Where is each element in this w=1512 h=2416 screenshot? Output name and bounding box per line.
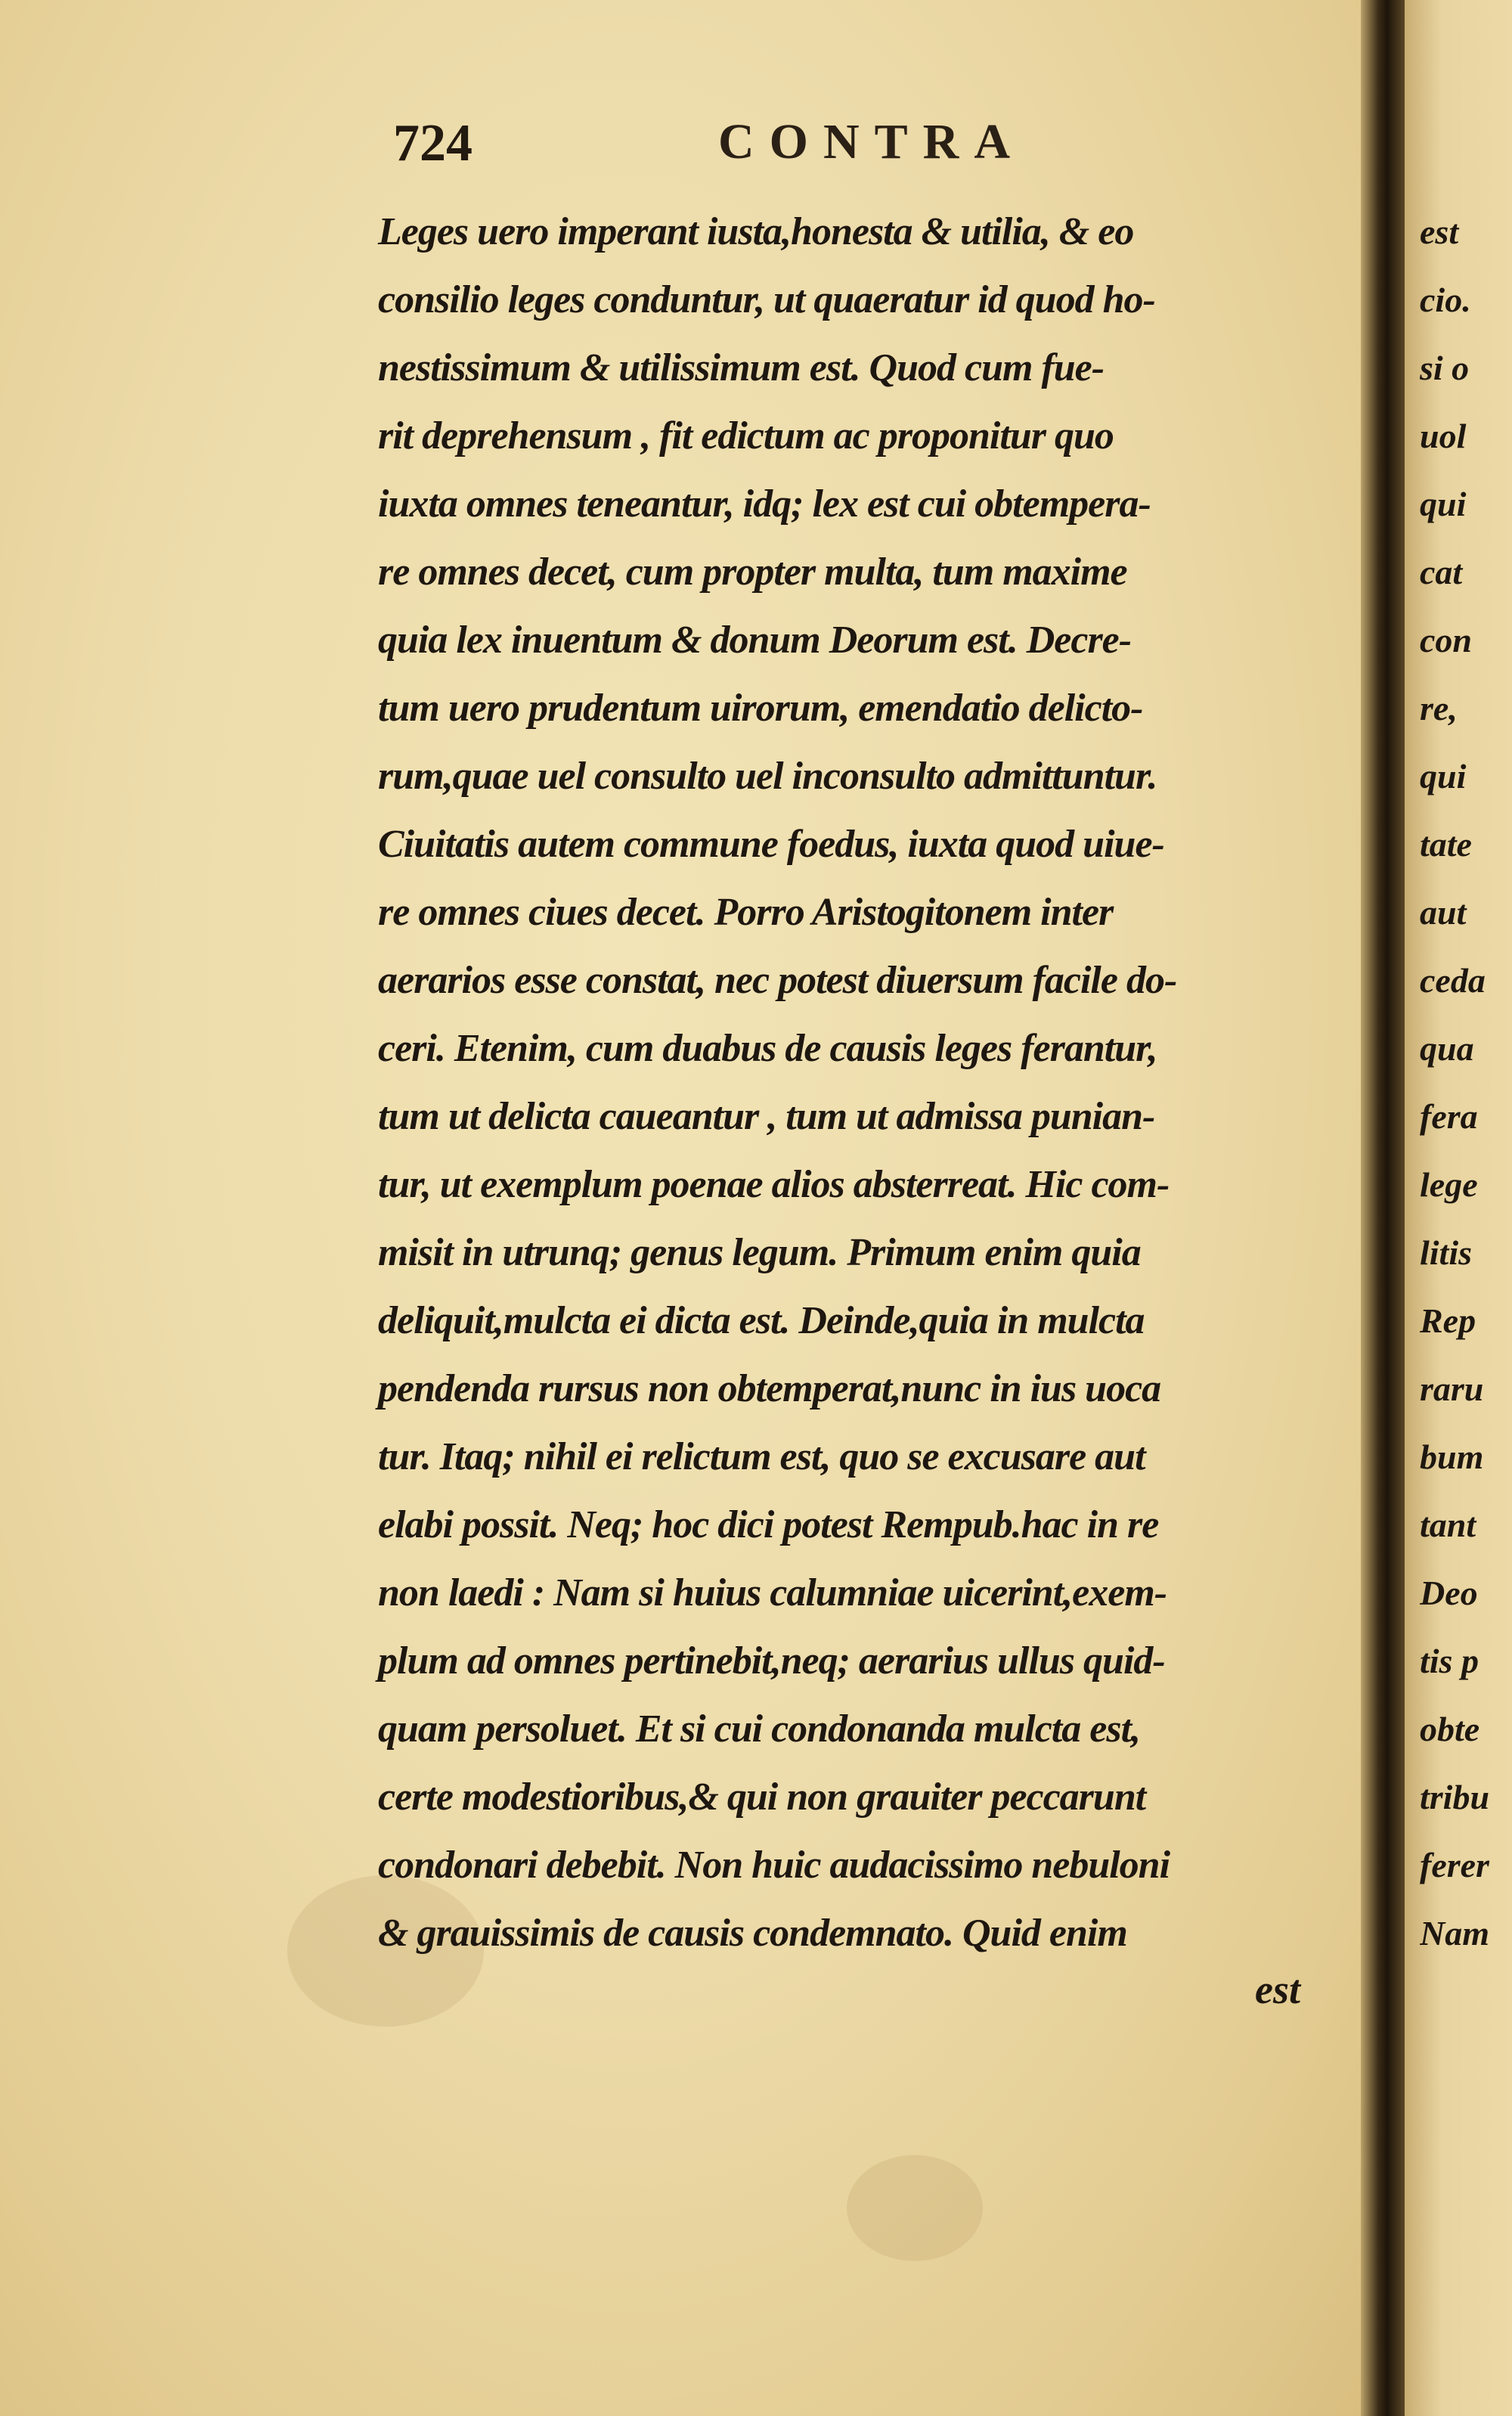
facing-line-fragment: cio. [1420,281,1471,319]
main-text-block [378,198,1331,1968]
text-line: tum uero prudentum uirorum, emendatio delicto- [378,687,1143,730]
facing-line-fragment: Nam [1420,1914,1489,1952]
catchword: est [1255,1967,1300,2012]
text-line: certe modestioribus,& qui non grauiter peccarunt [378,1776,1146,1819]
text-line: quam persoluet. Et si cui condonanda mulcta est, [378,1707,1141,1751]
facing-line-fragment: ferer [1420,1846,1489,1884]
facing-line-fragment: re, [1420,689,1458,727]
page-number: 724 [393,114,472,172]
text-line: elabi possit. Neq; hoc dici potest Rempub.hac in re [378,1503,1159,1546]
text-line: iuxta omnes teneantur, idq; lex est cui obtempera- [378,482,1151,526]
text-line: condonari debebit. Non huic audacissimo nebuloni [378,1844,1170,1887]
page-header [393,113,1300,174]
facing-line-fragment: tate [1420,825,1472,864]
paper-stain [847,2155,983,2261]
text-line: Leges uero imperant iusta,honesta & utilia, & eo [378,210,1134,253]
facing-line-fragment: qui [1420,757,1467,796]
text-line: rit deprehensum , fit edictum ac proponitur quo [378,414,1114,457]
facing-line-fragment: est [1420,212,1459,251]
text-line: quia lex inuentum & donum Deorum est. Decre- [378,619,1132,662]
text-line: Ciuitatis autem commune foedus, iuxta quod uiue- [378,823,1164,866]
facing-page-text [1420,198,1512,1968]
text-line: & grauissimis de causis condemnato. Quid enim [378,1912,1127,1955]
text-line: tur, ut exemplum poenae alios absterreat. Hic com- [378,1163,1170,1206]
running-head: CONTRA [718,114,1026,169]
text-line: consilio leges conduntur, ut quaeratur id quod ho- [378,278,1155,321]
facing-line-fragment: si o [1420,349,1470,387]
facing-line-fragment: raru [1420,1369,1484,1408]
text-line: nestissimum & utilissimum est. Quod cum fue- [378,346,1105,389]
facing-line-fragment: aut [1420,893,1467,932]
facing-line-fragment: bum [1420,1438,1484,1476]
facing-line-fragment: uol [1420,417,1467,455]
facing-line-fragment: Deo [1420,1574,1478,1612]
facing-page [1405,0,1512,2416]
text-line: aerarios esse constat, nec potest diuersum facile do- [378,959,1177,1002]
book-gutter [1361,0,1405,2416]
text-line: re omnes decet, cum propter multa, tum maxime [378,551,1127,594]
facing-line-fragment: ceda [1420,961,1486,1000]
facing-line-fragment: obte [1420,1710,1480,1748]
facing-line-fragment: tant [1420,1506,1476,1544]
text-line: tum ut delicta caueantur , tum ut admissa punian- [378,1095,1155,1138]
facing-line-fragment: tis p [1420,1642,1479,1680]
facing-line-fragment: litis [1420,1233,1473,1272]
facing-line-fragment: lege [1420,1165,1478,1204]
text-line: deliquit,mulcta ei dicta est. Deinde,quia in mulcta [378,1299,1145,1342]
facing-line-fragment: qui [1420,485,1467,523]
facing-line-fragment: fera [1420,1097,1478,1136]
text-line: pendenda rursus non obtemperat,nunc in ius uoca [378,1367,1161,1410]
text-line: ceri. Etenim, cum duabus de causis leges ferantur, [378,1027,1157,1070]
facing-line-fragment: qua [1420,1029,1474,1068]
text-line: misit in utrunq; genus legum. Primum enim quia [378,1231,1141,1274]
facing-line-fragment: con [1420,621,1472,659]
text-line: tur. Itaq; nihil ei relictum est, quo se excusare aut [378,1435,1145,1478]
text-line: re omnes ciues decet. Porro Aristogitonem inter [378,891,1114,934]
text-line: rum,quae uel consulto uel inconsulto admittuntur. [378,755,1157,798]
facing-line-fragment: Rep [1420,1301,1476,1340]
text-line: plum ad omnes pertinebit,neq; aerarius ullus quid- [378,1639,1165,1683]
facing-line-fragment: tribu [1420,1778,1490,1816]
text-line: non laedi : Nam si huius calumniae uicerint,exem- [378,1571,1167,1614]
facing-line-fragment: cat [1420,553,1463,591]
